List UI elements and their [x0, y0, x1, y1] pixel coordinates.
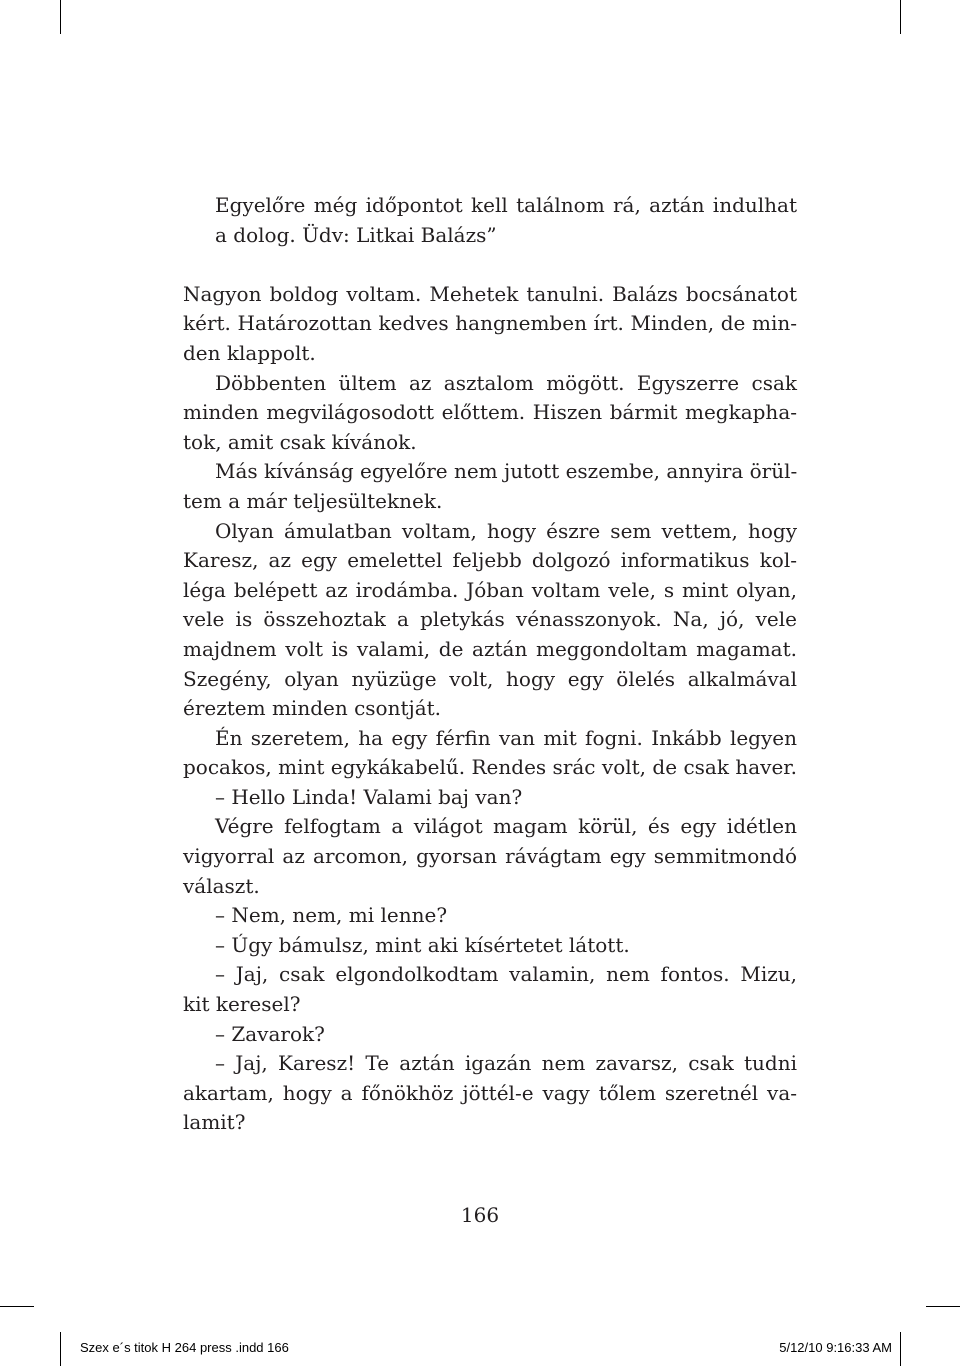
text-line: minden megvilágosodott előttem. Hiszen bármit megkapha-: [183, 400, 797, 425]
slug-filename: Szex e´s titok H 264 press .indd 166: [80, 1340, 289, 1355]
text-line: kért. Határozottan kedves hangnemben írt. Minden, de min-: [183, 311, 797, 336]
text-line: vele is összehoztak a pletykás vénasszonyok. Na, jó, vele: [183, 607, 797, 632]
crop-mark-bottom-right: [900, 1332, 901, 1366]
text-line: Karesz, az egy emelettel feljebb dolgozó informatikus kol-: [183, 548, 797, 573]
crop-mark-top-right: [900, 0, 901, 34]
text-line: – Jaj, csak elgondolkodtam valamin, nem fontos. Mizu,: [215, 962, 797, 987]
text-line: – Nem, nem, mi lenne?: [215, 903, 448, 928]
text-line: Nagyon boldog voltam. Mehetek tanulni. Balázs bocsánatot: [183, 281, 797, 306]
text-line: pocakos, mint egykákabelű. Rendes srác volt, de csak haver.: [183, 755, 797, 780]
text-line: Én szeretem, ha egy férfin van mit fogni. Inkább legyen: [215, 725, 797, 750]
crop-mark-bottom-left: [60, 1332, 61, 1366]
text-line: Más kívánság egyelőre nem jutott eszembe, annyira örül-: [215, 459, 798, 484]
text-line: éreztem minden csontját.: [183, 696, 442, 721]
crop-mark-bottom-left-horizontal: [0, 1306, 34, 1307]
text-line: Döbbenten ültem az asztalom mögött. Egyszerre csak: [215, 370, 797, 395]
text-line: akartam, hogy a főnökhöz jöttél-e vagy tőlem szeretnél va-: [183, 1080, 797, 1105]
text-line: den klappolt.: [183, 340, 316, 365]
slug-datetime: 5/12/10 9:16:33 AM: [779, 1340, 892, 1355]
text-line: választ.: [183, 873, 260, 898]
crop-mark-top-left: [60, 0, 61, 34]
page-number: 166: [460, 1203, 500, 1227]
text-line: – Jaj, Karesz! Te aztán igazán nem zavarsz, csak tudni: [215, 1051, 797, 1076]
text-line: tok, amit csak kívánok.: [183, 429, 417, 454]
text-line: – Zavarok?: [215, 1021, 325, 1046]
text-line: – Hello Linda! Valami baj van?: [215, 784, 523, 809]
text-line: tem a már teljesülteknek.: [183, 488, 443, 513]
text-line: Egyelőre még időpontot kell találnom rá, aztán indulhat: [215, 193, 797, 217]
text-line: vigyorral az arcomon, gyorsan rávágtam egy semmitmondó: [183, 844, 797, 869]
text-line: Végre felfogtam a világot magam körül, és egy idétlen: [215, 814, 797, 839]
text-line: Olyan ámulatban voltam, hogy észre sem vettem, hogy: [215, 518, 797, 543]
text-line: majdnem volt is valami, de aztán meggondoltam magamat.: [183, 636, 797, 661]
text-line: a dolog. Üdv: Litkai Balázs”: [215, 222, 497, 247]
text-line: léga belépett az irodámba. Jóban voltam vele, s mint olyan,: [183, 577, 797, 602]
text-line: – Úgy bámulsz, mint aki kísértetet látott.: [215, 932, 630, 957]
crop-mark-bottom-right-horizontal: [926, 1306, 960, 1307]
text-line: lamit?: [183, 1110, 246, 1135]
text-line: kit keresel?: [183, 992, 301, 1017]
text-line: Szegény, olyan nyüzüge volt, hogy egy ölelés alkalmával: [183, 666, 797, 691]
body-text: [183, 191, 797, 1138]
